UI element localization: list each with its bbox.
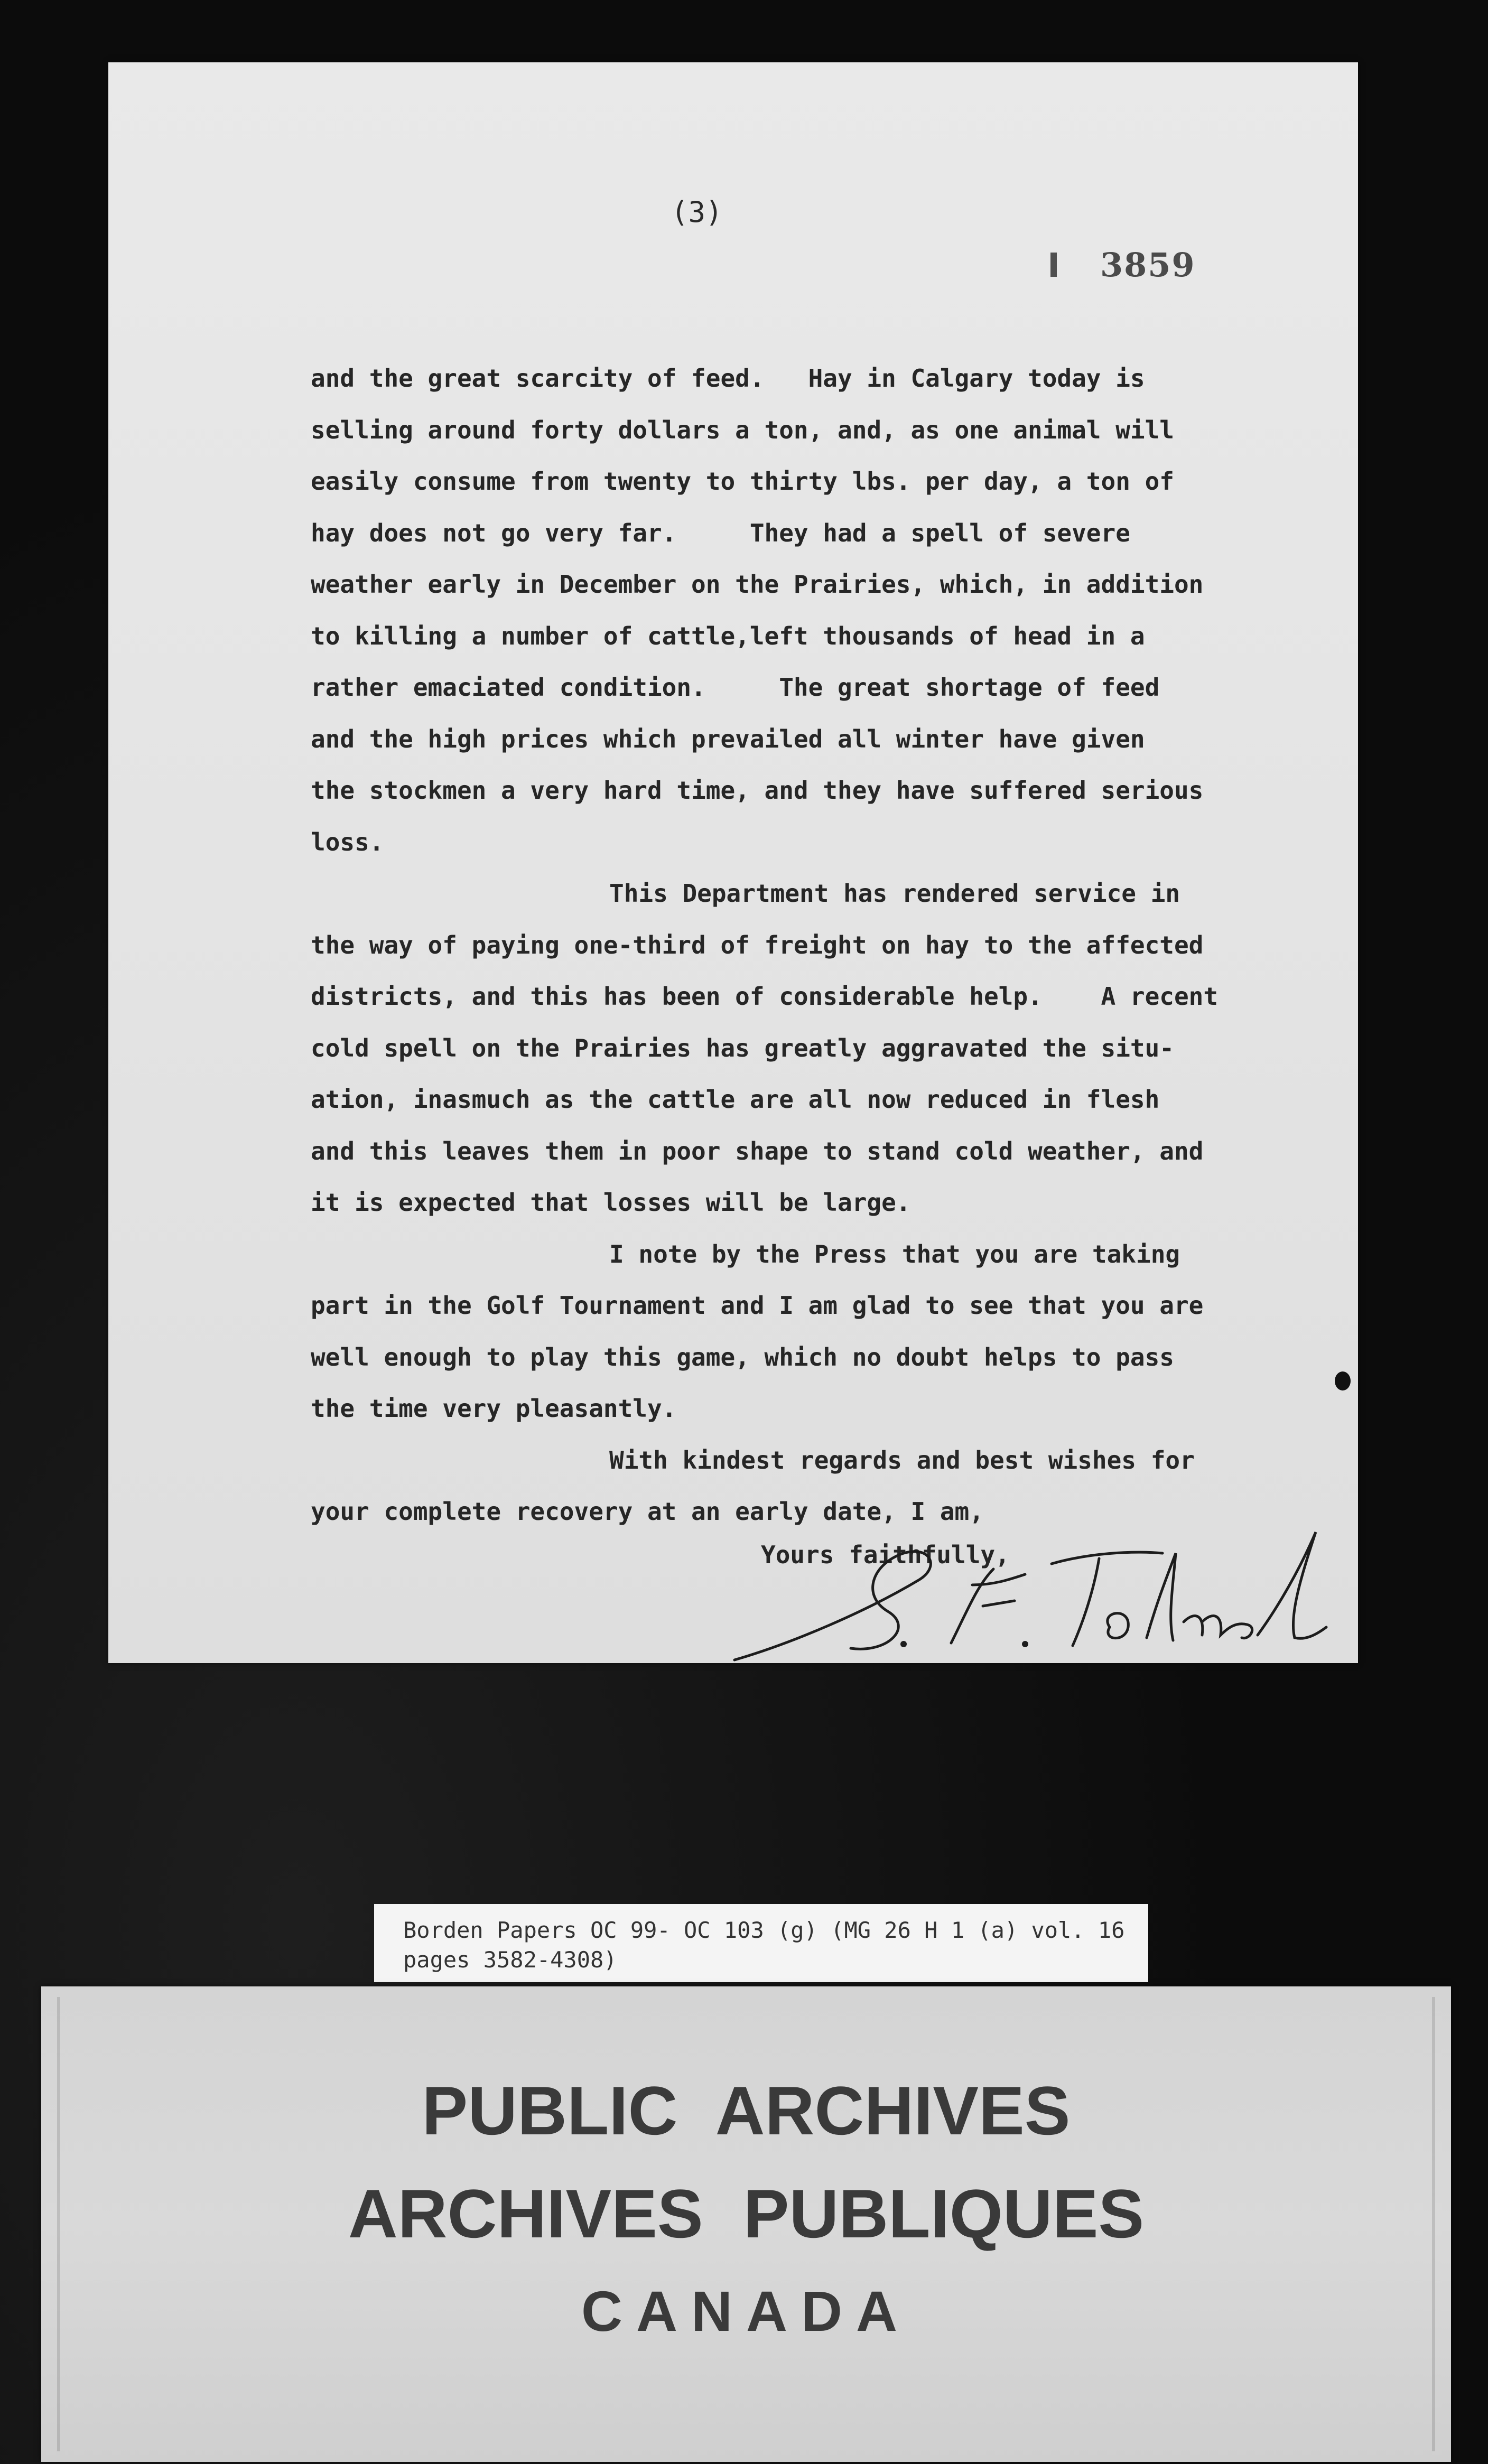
body-line: hay does not go very far. They had a spell of severe	[311, 518, 1130, 547]
body-line: rather emaciated condition. The great shortage of feed	[311, 673, 1160, 702]
letter-body	[311, 353, 1304, 1538]
body-line: With kindest regards and best wishes for	[609, 1445, 1195, 1474]
body-line: selling around forty dollars a ton, and, as one animal will	[311, 415, 1174, 444]
body-line: and this leaves them in poor shape to stand cold weather, and	[311, 1136, 1204, 1165]
handwritten-signature	[729, 1522, 1332, 1664]
body-line: ation, inasmuch as the cattle are all now reduced in flesh	[311, 1085, 1160, 1114]
body-line: the stockmen a very hard time, and they have suffered serious	[311, 776, 1204, 805]
body-line: loss.	[311, 827, 384, 856]
reference-line: pages 3582-4308)	[403, 1947, 617, 1973]
body-line: it is expected that losses will be large.	[311, 1188, 911, 1217]
body-line: your complete recovery at an early date, I am,	[311, 1497, 984, 1526]
card-country: CANADA	[581, 2279, 911, 2343]
body-line: to killing a number of cattle,left thousands of head in a	[311, 621, 1145, 650]
body-line: districts, and this has been of considerable help. A recent	[311, 982, 1219, 1011]
page-number: (3)	[671, 195, 723, 229]
edge-speck	[1335, 1371, 1351, 1390]
body-line: easily consume from twenty to thirty lbs. per day, a ton of	[311, 467, 1174, 496]
body-line: part in the Golf Tournament and I am glad to see that you are	[311, 1291, 1204, 1320]
reference-slip	[374, 1904, 1148, 1982]
stamp-tick-mark	[1050, 253, 1057, 277]
body-line: the time very pleasantly.	[311, 1394, 677, 1423]
body-line: and the great scarcity of feed. Hay in Calgary today is	[311, 364, 1145, 393]
archive-stamp-number: 3859	[1100, 246, 1196, 284]
body-line: weather early in December on the Prairies, which, in addition	[311, 570, 1204, 599]
body-line: This Department has rendered service in	[609, 879, 1180, 908]
closing-salutation: Yours faithfully,	[761, 1541, 1010, 1569]
body-line: I note by the Press that you are taking	[609, 1239, 1180, 1268]
body-line: well enough to play this game, which no doubt helps to pass	[311, 1342, 1174, 1371]
reference-line: Borden Papers OC 99- OC 103 (g) (MG 26 H 1 (a) vol. 16	[403, 1917, 1125, 1943]
body-line: and the high prices which prevailed all winter have given	[311, 724, 1145, 753]
card-title-french: ARCHIVES PUBLIQUES	[348, 2175, 1145, 2252]
public-archives-card	[41, 1986, 1451, 2462]
body-line: the way of paying one-third of freight on hay to the affected	[311, 930, 1204, 959]
card-title-english: PUBLIC ARCHIVES	[422, 2072, 1071, 2149]
body-line: cold spell on the Prairies has greatly aggravated the situ-	[311, 1033, 1174, 1062]
